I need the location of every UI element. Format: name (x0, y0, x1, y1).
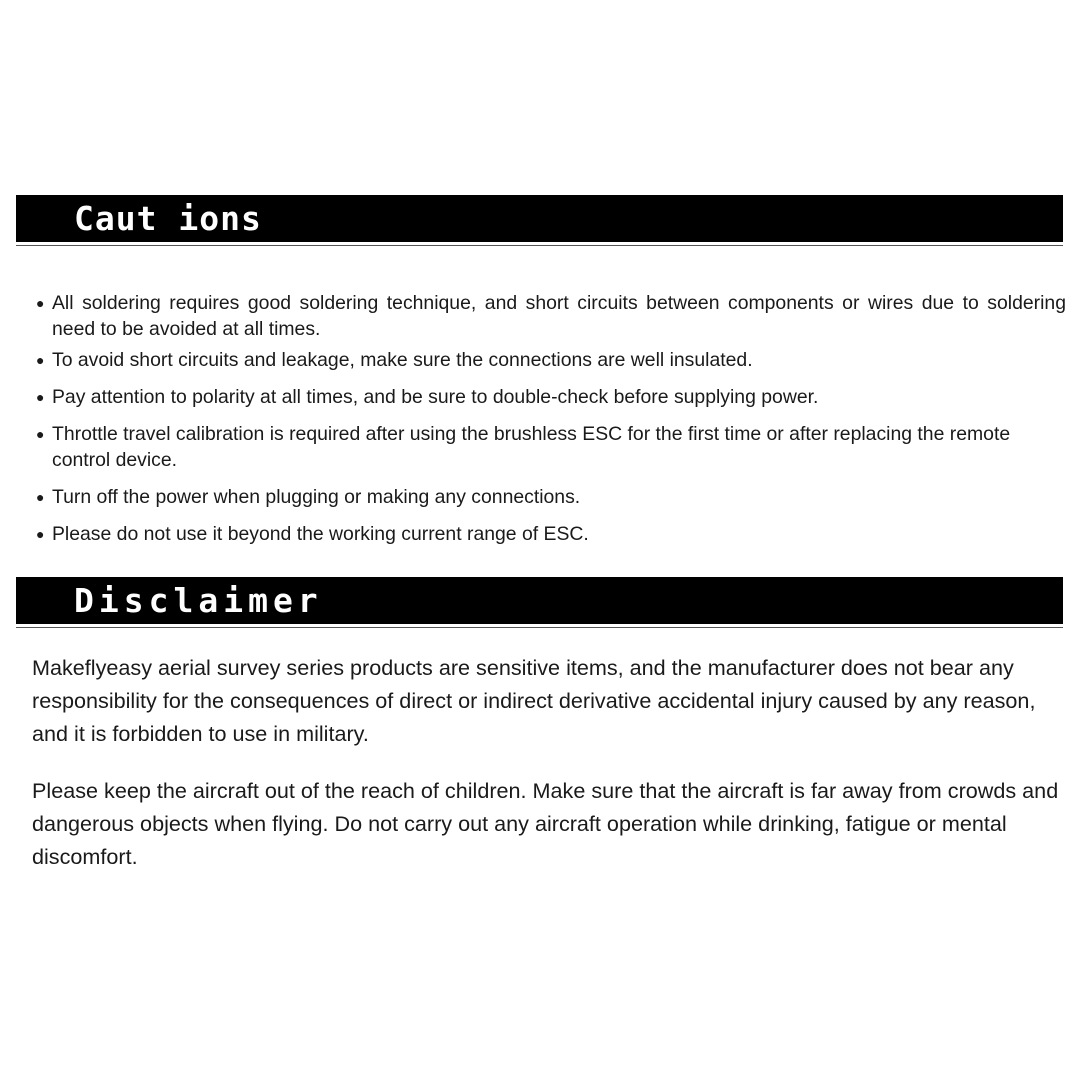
disclaimer-header (16, 577, 1063, 624)
caution-item (36, 484, 1066, 510)
cautions-header (16, 195, 1063, 242)
caution-item-text: Throttle travel calibration is required after using the brushless ESC for the first time or after replacing the remote control device. (52, 423, 1011, 471)
caution-item (36, 421, 1066, 473)
caution-item (36, 384, 1066, 410)
bullet-icon: ● (36, 489, 45, 505)
disclaimer-paragraph: Please keep the aircraft out of the reach of children. Make sure that the aircraft is far away from crowds and dangerous objects when flying. Do not carry out any aircraft operation while drinking, fatigue or mental discomfort. (32, 778, 1059, 869)
caution-item (36, 290, 1066, 342)
caution-item (36, 521, 1066, 547)
caution-item-text: Please do not use it beyond the working current range of ESC. (52, 523, 589, 545)
cautions-title: Caut ions (74, 199, 262, 238)
caution-item-text: To avoid short circuits and leakage, make sure the connections are well insulated. (52, 349, 753, 371)
cautions-list (36, 290, 1066, 547)
bullet-icon: ● (36, 352, 45, 368)
caution-item-text: Pay attention to polarity at all times, and be sure to double-check before supplying power. (52, 386, 819, 408)
caution-item-text: All soldering requires good soldering technique, and short circuits between components or wires due to soldering need to be avoided at all times. (52, 292, 1066, 340)
disclaimer-divider (16, 627, 1063, 628)
disclaimer-title: Disclaimer (74, 581, 323, 620)
caution-item-text: Turn off the power when plugging or making any connections. (52, 486, 581, 508)
bullet-icon: ● (36, 426, 45, 442)
caution-item (36, 347, 1066, 373)
cautions-divider (16, 245, 1063, 246)
disclaimer-paragraph: Makeflyeasy aerial survey series products are sensitive items, and the manufacturer does not bear any responsibility for the consequences of direct or indirect derivative accidental injury caused by any reason, and it is forbidden to use in military. (32, 655, 1036, 746)
bullet-icon: ● (36, 295, 45, 311)
bullet-icon: ● (36, 389, 45, 405)
bullet-icon: ● (36, 526, 45, 542)
